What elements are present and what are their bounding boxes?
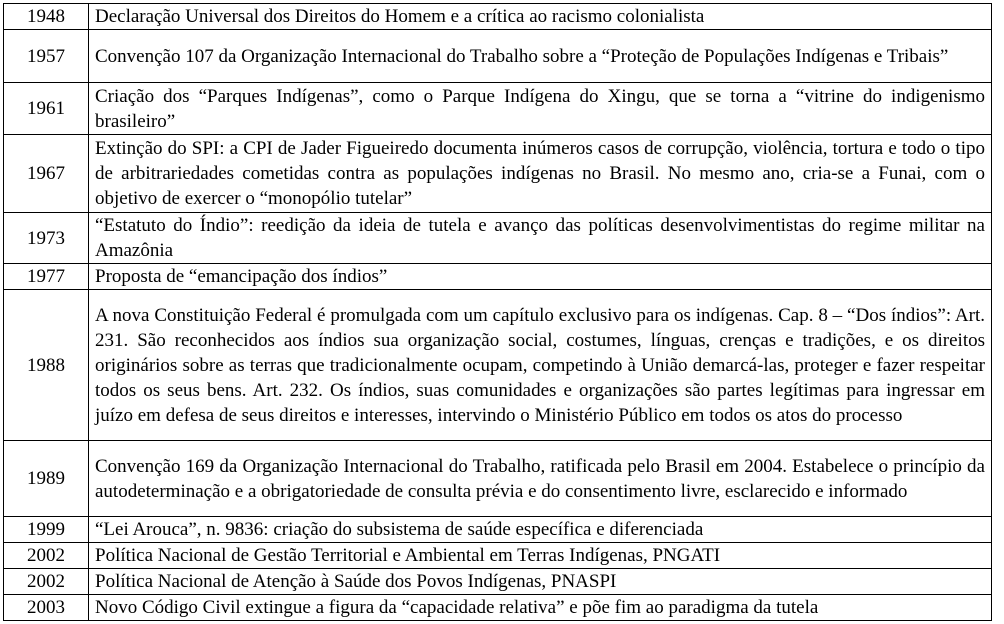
table-row (4, 30, 992, 83)
table-row (4, 543, 992, 569)
table-row (4, 441, 992, 517)
description-cell: Extinção do SPI: a CPI de Jader Figueiredo documenta inúmeros casos de corrupção, violência, tortura e todo o tipo de arbitrariedades cometidas contra as populações indígenas no Brasil. No mesmo ano, cria-se a Funai, com o objetivo de exercer o “monopólio tutelar” (89, 135, 992, 213)
table-row (4, 83, 992, 135)
year-cell: 2002 (4, 569, 89, 595)
year-cell: 1967 (4, 135, 89, 213)
timeline-table (3, 3, 992, 621)
description-cell: Política Nacional de Atenção à Saúde dos Povos Indígenas, PNASPI (89, 569, 992, 595)
year-cell: 1999 (4, 517, 89, 543)
table-row (4, 264, 992, 290)
table-row (4, 4, 992, 30)
table-row (4, 569, 992, 595)
table-row (4, 595, 992, 621)
year-cell: 1973 (4, 213, 89, 264)
year-cell: 1957 (4, 30, 89, 83)
description-cell: Proposta de “emancipação dos índios” (89, 264, 992, 290)
year-cell: 1989 (4, 441, 89, 517)
description-cell: A nova Constituição Federal é promulgada com um capítulo exclusivo para os indígenas. Cap. 8 – “Dos índios”: Art. 231. São reconhecidos aos índios sua organização social, costumes, línguas, crenças e tradições, e os direitos originários sobre as terras que tradicionalmente ocupam, competindo à União demarcá-las, proteger e fazer respeitar todos os seus bens. Art. 232. Os índios, suas comunidades e organizações são partes legítimas para ingressar em juízo em defesa de seus direitos e interesses, intervindo o Ministério Público em todos os atos do processo (89, 290, 992, 441)
year-cell: 1948 (4, 4, 89, 30)
table-row (4, 290, 992, 441)
year-cell: 2003 (4, 595, 89, 621)
table-row (4, 135, 992, 213)
year-cell: 1988 (4, 290, 89, 441)
description-cell: Convenção 107 da Organização Internacional do Trabalho sobre a “Proteção de Populações Indígenas e Tribais” (89, 30, 992, 83)
year-cell: 1961 (4, 83, 89, 135)
table-row (4, 213, 992, 264)
year-cell: 1977 (4, 264, 89, 290)
description-cell: Declaração Universal dos Direitos do Homem e a crítica ao racismo colonialista (89, 4, 992, 30)
description-cell: Convenção 169 da Organização Internacional do Trabalho, ratificada pelo Brasil em 2004. Estabelece o princípio da autodeterminação e a obrigatoriedade de consulta prévia e do consentimento livre, esclarecido e informado (89, 441, 992, 517)
description-cell: “Lei Arouca”, n. 9836: criação do subsistema de saúde específica e diferenciada (89, 517, 992, 543)
year-cell: 2002 (4, 543, 89, 569)
description-cell: “Estatuto do Índio”: reedição da ideia de tutela e avanço das políticas desenvolvimentistas do regime militar na Amazônia (89, 213, 992, 264)
description-cell: Novo Código Civil extingue a figura da “capacidade relativa” e põe fim ao paradigma da tutela (89, 595, 992, 621)
description-cell: Política Nacional de Gestão Territorial e Ambiental em Terras Indígenas, PNGATI (89, 543, 992, 569)
description-cell: Criação dos “Parques Indígenas”, como o Parque Indígena do Xingu, que se torna a “vitrine do indigenismo brasileiro” (89, 83, 992, 135)
table-row (4, 517, 992, 543)
